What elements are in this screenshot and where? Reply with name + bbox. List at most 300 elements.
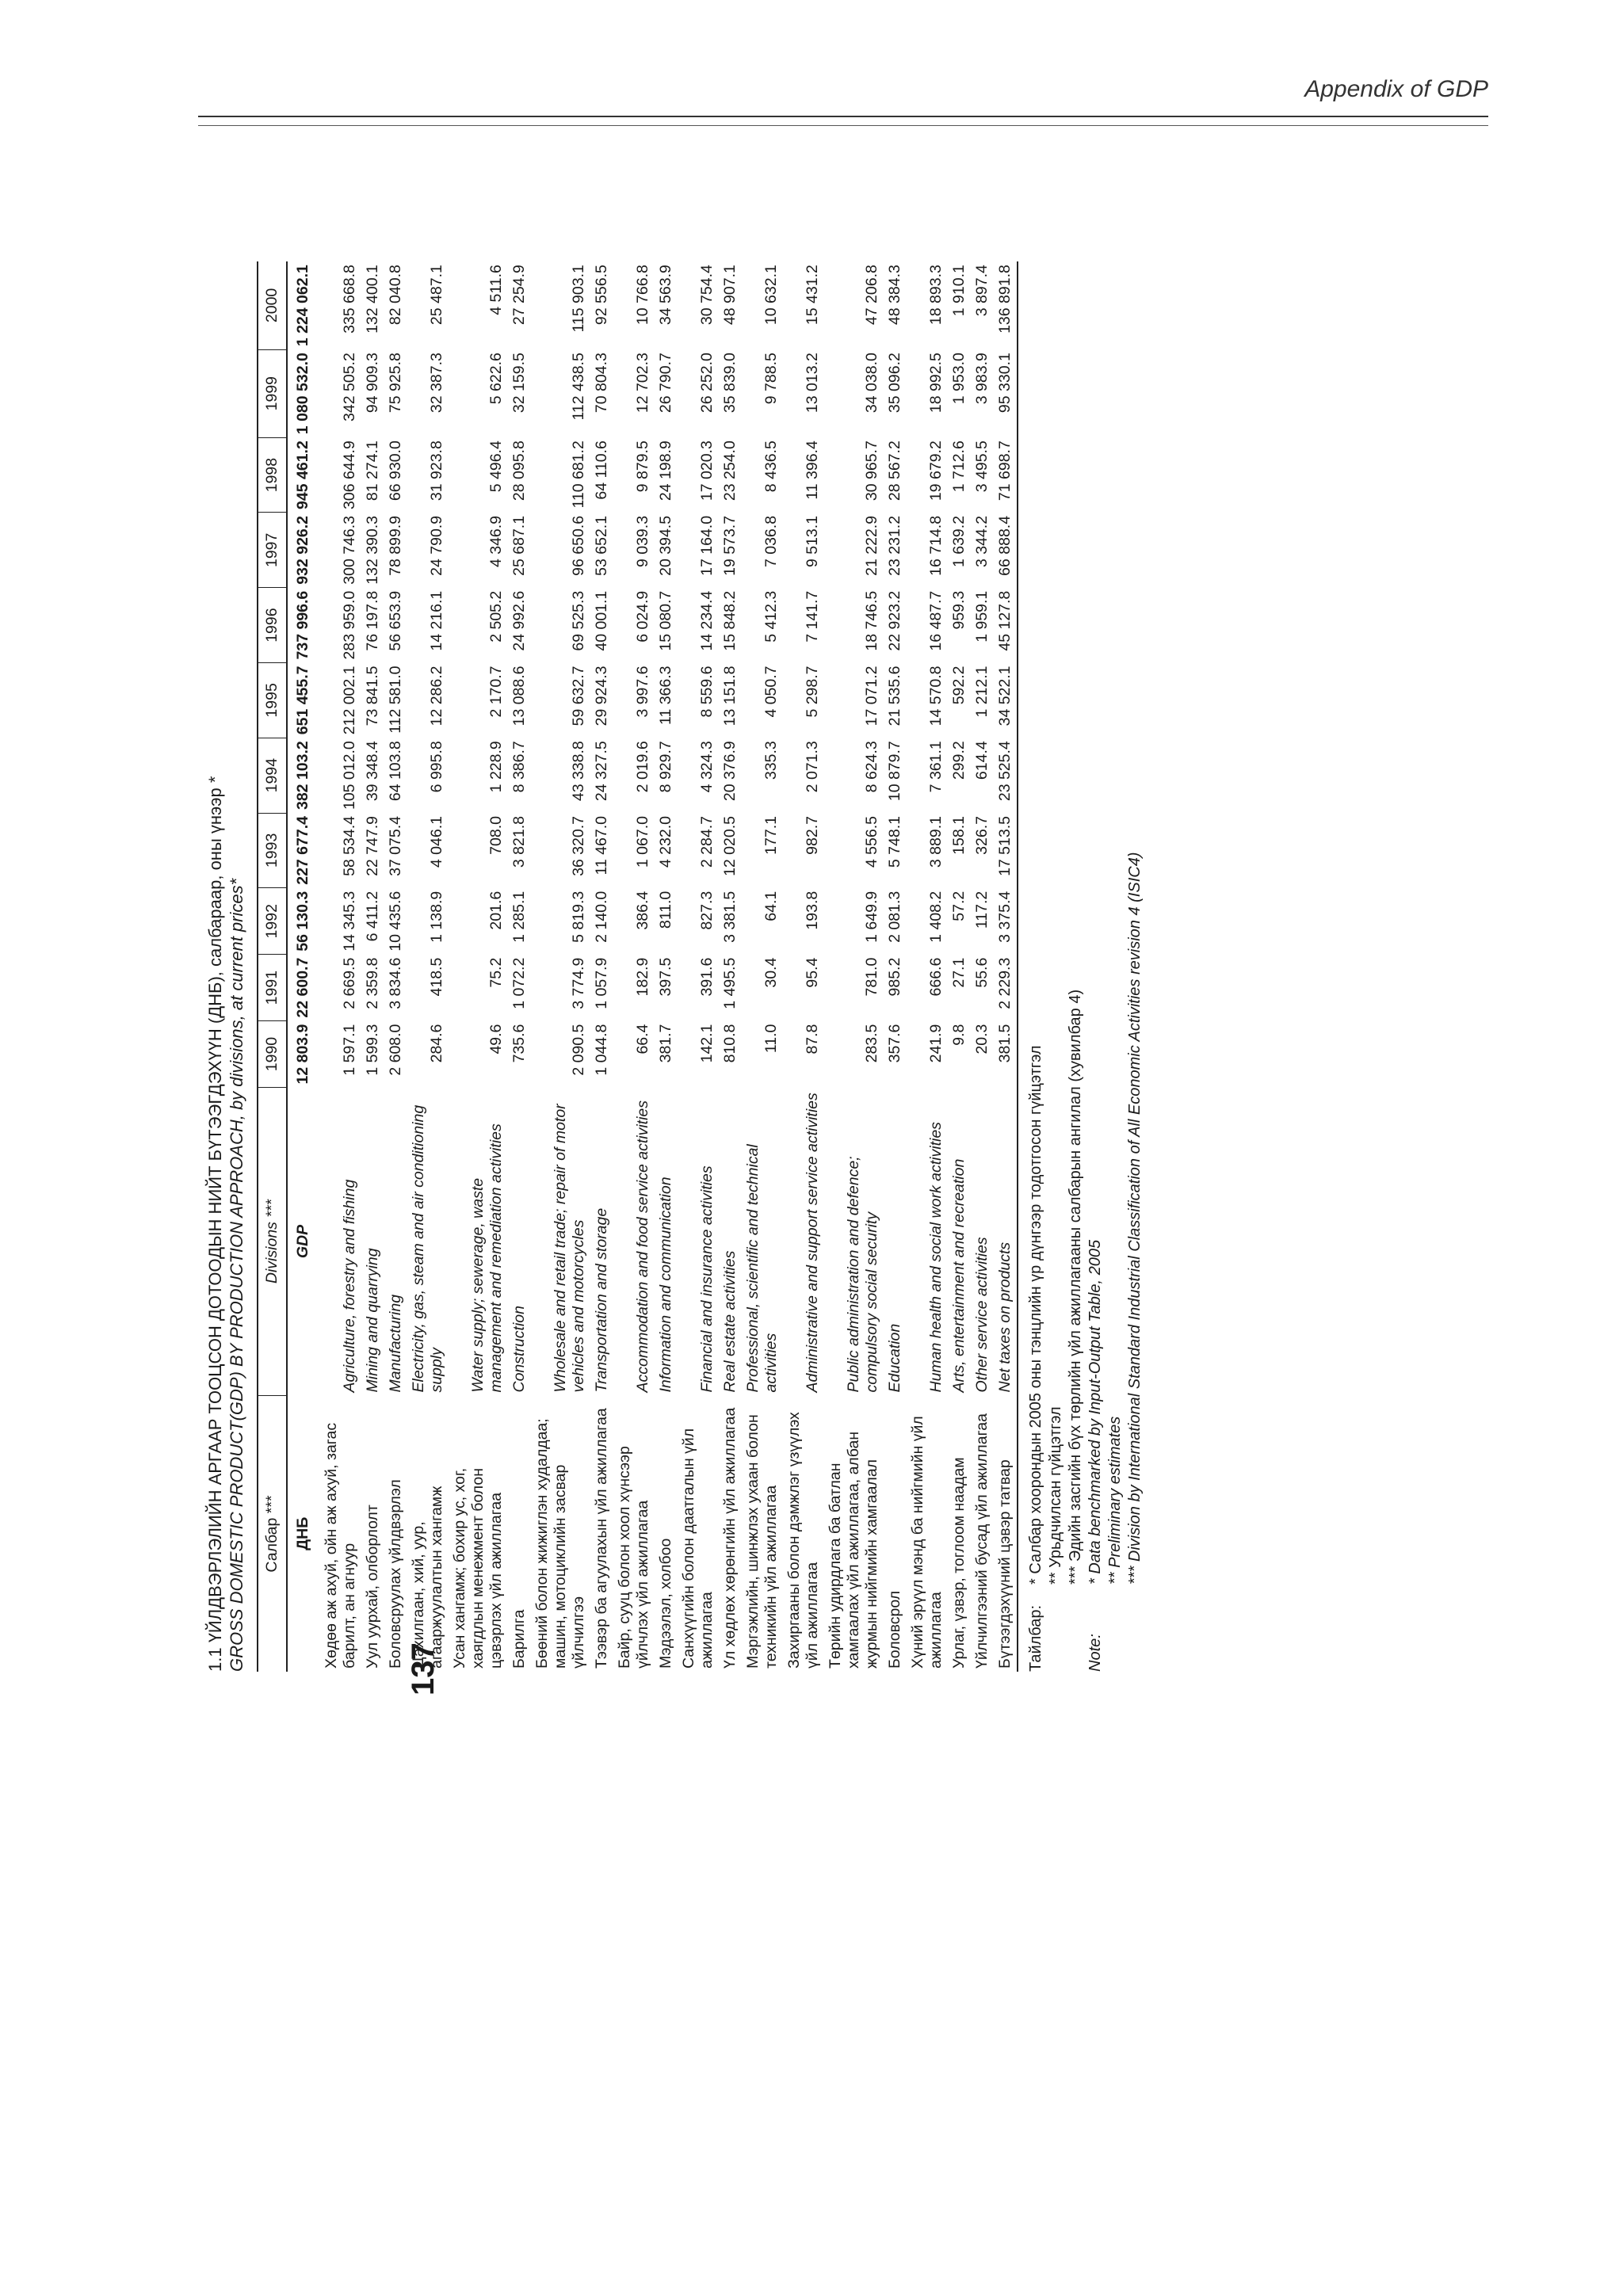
value-cell: 1 138.9 xyxy=(428,891,445,943)
value-cell: 651 455.7 xyxy=(294,666,311,735)
value-cell: 11.0 xyxy=(762,1024,780,1054)
division-name-en: Real estate activities xyxy=(721,1250,739,1393)
value-cell: 34 522.1 xyxy=(994,662,1018,738)
value-cell: 17 071.2 xyxy=(863,666,880,727)
value-cell: 36 320.7 xyxy=(570,816,587,876)
value-cell: 3 375.4 xyxy=(994,888,1018,955)
header-year: 1991 xyxy=(258,955,287,1021)
division-name-en: Arts, entertainment and recreation xyxy=(950,1158,968,1393)
value-cell: 708.0 xyxy=(487,816,505,855)
value-cell: 16 714.8 xyxy=(927,515,945,576)
sector-name-mn: Санхүүгийн болон даатгалын үйл ажиллагаа xyxy=(680,1428,716,1669)
value-cell: 827.3 xyxy=(698,891,716,930)
value-cell: 781.0 xyxy=(863,957,880,997)
value-cell: 16 487.7 xyxy=(927,590,945,651)
value-cell: 32 387.3 xyxy=(428,353,445,414)
value-cell: 1 712.6 xyxy=(950,441,968,493)
table-row xyxy=(449,261,508,1672)
value-cell: 3 997.6 xyxy=(634,666,651,718)
value-cell: 6 024.9 xyxy=(634,590,651,643)
division-name-en: Wholesale and retail trade; repair of motor vehicles and motorcycles xyxy=(552,1104,587,1393)
value-cell: 5 622.6 xyxy=(487,353,505,405)
division-name-en: Manufacturing xyxy=(387,1294,404,1393)
value-cell: 43 338.8 xyxy=(570,741,587,802)
value-cell: 10 879.7 xyxy=(886,741,903,802)
sector-name-mn: Бөөний болон жижиглэн худалдаа; машин, мотоциклийн засвар үйлчилгээ xyxy=(533,1418,587,1669)
division-name-en: Electricity, gas, steam and air conditioning supply xyxy=(410,1104,445,1393)
table-body xyxy=(287,261,1018,1672)
value-cell: 11 366.3 xyxy=(657,666,674,725)
header-rule-thin xyxy=(198,125,1488,126)
value-cell: 34 038.0 xyxy=(863,353,880,414)
header-year: 2000 xyxy=(258,261,287,349)
value-cell: 59 632.7 xyxy=(570,666,587,727)
note-text: ** Preliminary estimates xyxy=(1106,1416,1124,1585)
sector-name-mn: Төрийн удирдлага ба батлан хамгаалах үйл ажиллагаа, албан журмын нийгмийн хамгаалал xyxy=(827,1431,880,1669)
value-cell: 19 573.7 xyxy=(721,515,739,576)
value-cell: 18 893.3 xyxy=(927,265,945,326)
value-cell: 4 232.0 xyxy=(657,816,674,868)
value-cell: 34 563.9 xyxy=(657,265,674,326)
value-cell: 1 599.3 xyxy=(364,1024,381,1076)
value-cell: 3 344.2 xyxy=(973,515,991,568)
running-header: Appendix of GDP xyxy=(1304,76,1488,102)
value-cell: 9 788.5 xyxy=(762,353,780,405)
table-row xyxy=(407,261,449,1672)
value-cell: 2 505.2 xyxy=(487,590,505,643)
value-cell: 5 819.3 xyxy=(570,891,587,943)
table-row xyxy=(320,261,361,1672)
note-row xyxy=(1086,198,1106,1672)
value-cell: 7 361.1 xyxy=(927,741,945,793)
value-cell: 227 677.4 xyxy=(294,816,311,885)
value-cell: 283 959.0 xyxy=(341,590,358,660)
caption-mn: 1.1 ҮЙЛДВЭРЛЭЛИЙН АРГААР ТООЦСОН ДОТООДЫН НИЙТ БҮТЭЭГДЭХҮҮН (ДНБ), салбараар, оны үнээр * xyxy=(205,776,225,1672)
value-cell: 3 495.5 xyxy=(973,441,991,493)
value-cell: 1 953.0 xyxy=(950,353,968,405)
value-cell: 24 790.9 xyxy=(428,515,445,576)
value-cell: 95 330.1 xyxy=(994,349,1018,437)
value-cell: 1 910.1 xyxy=(950,265,968,317)
value-cell: 75.2 xyxy=(487,957,505,988)
value-cell: 142.1 xyxy=(698,1024,716,1063)
division-name-en: Net taxes on products xyxy=(994,1088,1018,1396)
value-cell: 66.4 xyxy=(634,1024,651,1055)
value-cell: 115 903.1 xyxy=(570,265,587,333)
value-cell: 810.8 xyxy=(721,1024,739,1063)
value-cell: 17 164.0 xyxy=(698,515,716,576)
value-cell: 132 400.1 xyxy=(364,265,381,334)
value-cell: 335 668.8 xyxy=(341,265,358,334)
value-cell: 13 151.8 xyxy=(721,666,739,727)
value-cell: 1 597.1 xyxy=(341,1024,358,1076)
value-cell: 58 534.4 xyxy=(341,816,358,876)
value-cell: 12 286.2 xyxy=(428,666,445,727)
value-cell: 2 669.5 xyxy=(341,957,358,1009)
sector-name-mn: Байр, сууц болон хоол хүнсээр үйлчлэх үйл ажиллагаа xyxy=(616,1446,651,1669)
note-spacer xyxy=(1106,1585,1125,1672)
value-cell: 8 436.5 xyxy=(762,441,780,493)
value-cell: 386.4 xyxy=(634,891,651,930)
value-cell: 105 012.0 xyxy=(341,741,358,810)
sector-name-mn: Захиргааны болон дэмжлэг үзүүлэх үйл ажиллагаа xyxy=(785,1412,821,1669)
value-cell: 18 746.5 xyxy=(863,590,880,651)
value-cell: 4 346.9 xyxy=(487,515,505,568)
value-cell: 2 284.7 xyxy=(698,816,716,868)
value-cell: 45 127.8 xyxy=(994,588,1018,663)
note-spacer xyxy=(1066,1585,1086,1672)
value-cell: 30 965.7 xyxy=(863,441,880,502)
value-cell: 1 212.1 xyxy=(973,666,991,718)
value-cell: 3 821.8 xyxy=(510,816,528,868)
value-cell: 2 140.0 xyxy=(593,891,610,943)
value-cell: 64.1 xyxy=(762,891,780,921)
table-row xyxy=(719,261,742,1672)
note-row xyxy=(1026,198,1046,1672)
note-text: *** Division by International Standard Industrial Classification of All Economic Activities revision 4 (ISIC4) xyxy=(1126,852,1144,1585)
note-text: *** Эдийн засгийн бүх төрлийн үйл ажиллагааны салбарын ангилал (хувилбар 4) xyxy=(1067,989,1084,1585)
value-cell: 932 926.2 xyxy=(294,515,311,585)
value-cell: 342 505.2 xyxy=(341,353,358,421)
value-cell: 335.3 xyxy=(762,741,780,780)
value-cell: 357.6 xyxy=(886,1024,903,1063)
value-cell: 57.2 xyxy=(950,891,968,921)
note-spacer xyxy=(1125,1585,1145,1672)
division-name-en: Public administration and defence; compulsory social security xyxy=(845,1156,880,1393)
header-year: 1992 xyxy=(258,888,287,955)
note-row xyxy=(1125,198,1145,1672)
header-division: Divisions *** xyxy=(258,1088,287,1396)
value-cell: 735.6 xyxy=(510,1024,528,1063)
header-year: 1996 xyxy=(258,588,287,663)
value-cell: 14 345.3 xyxy=(341,891,358,952)
value-cell: 1 080 532.0 xyxy=(294,353,311,435)
value-cell: 284.6 xyxy=(428,1024,445,1063)
value-cell: 2 229.3 xyxy=(994,955,1018,1021)
value-cell: 11 467.0 xyxy=(593,816,610,875)
value-cell: 381.7 xyxy=(657,1024,674,1063)
notes-label-en: Note: xyxy=(1086,1634,1104,1672)
value-cell: 22 923.2 xyxy=(886,590,903,651)
value-cell: 985.2 xyxy=(886,957,903,997)
value-cell: 241.9 xyxy=(927,1024,945,1063)
table-row xyxy=(783,261,824,1672)
value-cell: 94 909.3 xyxy=(364,353,381,414)
value-cell: 1 057.9 xyxy=(593,957,610,1009)
division-name-en: Construction xyxy=(510,1306,528,1393)
note-text: * Салбар хоорондын 2005 оны тэнцлийн үр дүнгээр тодотгосон гүйцэтгэл xyxy=(1027,1045,1044,1585)
table-row xyxy=(655,261,678,1672)
note-text: * Data benchmarked by Input-Output Table, 2005 xyxy=(1086,1239,1104,1585)
caption-en: GROSS DOMESTIC PRODUCT(GDP) BY PRODUCTION APPROACH, by divisions, at current prices* xyxy=(227,878,246,1672)
header-year: 1990 xyxy=(258,1021,287,1088)
value-cell: 737 996.6 xyxy=(294,590,311,660)
table-row xyxy=(907,261,948,1672)
value-cell: 28 095.8 xyxy=(510,441,528,502)
header-sector: Салбар *** xyxy=(258,1396,287,1672)
value-cell: 22 600.7 xyxy=(294,957,311,1018)
division-name-en: Mining and quarrying xyxy=(364,1248,381,1393)
value-cell: 66 930.0 xyxy=(387,441,404,502)
value-cell: 47 206.8 xyxy=(863,265,880,326)
division-name-en: Other service activities xyxy=(973,1237,991,1393)
value-cell: 14 570.8 xyxy=(927,666,945,727)
table-row xyxy=(824,261,884,1672)
notes xyxy=(1026,198,1145,1672)
value-cell: 39 348.4 xyxy=(364,741,381,802)
header-year: 1995 xyxy=(258,662,287,738)
value-cell: 14 234.4 xyxy=(698,590,716,651)
value-cell: 76 197.8 xyxy=(364,590,381,651)
value-cell: 1 285.1 xyxy=(510,891,528,943)
sector-name-mn: Боловсруулах үйлдвэрлэл xyxy=(387,1479,404,1669)
value-cell: 23 231.2 xyxy=(886,515,903,576)
value-cell: 24 992.6 xyxy=(510,590,528,651)
value-cell: 1 067.0 xyxy=(634,816,651,868)
value-cell: 7 036.8 xyxy=(762,515,780,568)
value-cell: 12 803.9 xyxy=(294,1024,311,1085)
value-cell: 3 774.9 xyxy=(570,957,587,1009)
sector-name-mn: Уул уурхай, олборлолт xyxy=(364,1505,381,1669)
value-cell: 2 090.5 xyxy=(570,1024,587,1076)
value-cell: 201.6 xyxy=(487,891,505,930)
value-cell: 69 525.3 xyxy=(570,590,587,651)
sector-name-mn: Үл хөдлөх хөрөнгийн үйл ажиллагаа xyxy=(721,1407,739,1669)
table-row xyxy=(508,261,531,1672)
value-cell: 13 088.6 xyxy=(510,666,528,727)
sector-name-mn: Хөдөө аж ахуй, ойн аж ахуй, загас барилт, ан агнуур xyxy=(323,1422,358,1669)
division-name-en: Professional, scientific and technical activities xyxy=(744,1144,780,1393)
value-cell: 2 359.8 xyxy=(364,957,381,1009)
table-row-total xyxy=(287,261,320,1672)
note-text: ** Урьдчилсан гүйцэтгэл xyxy=(1047,1406,1064,1585)
sector-name-mn: Тээвэр ба агуулахын үйл ажиллагаа xyxy=(593,1408,610,1669)
header-year: 1997 xyxy=(258,513,287,588)
value-cell: 21 222.9 xyxy=(863,515,880,576)
value-cell: 40 001.1 xyxy=(593,590,610,651)
value-cell: 24 198.9 xyxy=(657,441,674,502)
header-rule xyxy=(198,116,1488,117)
value-cell: 3 897.4 xyxy=(973,265,991,317)
value-cell: 299.2 xyxy=(950,741,968,780)
sector-name-mn: Үйлчилгээний бусад үйл ажиллагаа xyxy=(973,1413,991,1669)
header-year: 1998 xyxy=(258,437,287,513)
sector-name-mn: Бүтээгдэхүүний цэвэр татвар xyxy=(994,1396,1018,1672)
rotated-content xyxy=(204,198,1145,1672)
value-cell: 25 487.1 xyxy=(428,265,445,326)
value-cell: 10 766.8 xyxy=(634,265,651,326)
value-cell: 14 216.1 xyxy=(428,590,445,651)
value-cell: 6 995.8 xyxy=(428,741,445,793)
value-cell: 1 228.9 xyxy=(487,741,505,793)
value-cell: 110 681.2 xyxy=(570,441,587,509)
value-cell: 117.2 xyxy=(973,891,991,929)
table-header-row xyxy=(258,261,287,1672)
value-cell: 95.4 xyxy=(804,957,821,988)
value-cell: 3 889.1 xyxy=(927,816,945,868)
value-cell: 4 556.5 xyxy=(863,816,880,868)
value-cell: 18 992.5 xyxy=(927,353,945,414)
value-cell: 182.9 xyxy=(634,957,651,997)
value-cell: 17 020.3 xyxy=(698,441,716,502)
value-cell: 9 513.1 xyxy=(804,515,821,568)
value-cell: 1 408.2 xyxy=(927,891,945,943)
value-cell: 26 252.0 xyxy=(698,353,716,414)
value-cell: 53 652.1 xyxy=(593,515,610,576)
value-cell: 30.4 xyxy=(762,957,780,988)
value-cell: 75 925.8 xyxy=(387,353,404,414)
value-cell: 48 907.1 xyxy=(721,265,739,326)
value-cell: 20 394.5 xyxy=(657,515,674,576)
table-row xyxy=(884,261,907,1672)
header-year: 1994 xyxy=(258,738,287,813)
value-cell: 23 254.0 xyxy=(721,441,739,502)
notes-label-mn: Тайлбар: xyxy=(1027,1604,1044,1672)
value-cell: 4 511.6 xyxy=(487,265,505,315)
table-row xyxy=(948,261,971,1672)
value-cell: 1 072.2 xyxy=(510,957,528,1009)
value-cell: 614.4 xyxy=(973,741,991,780)
sector-name-mn: Хүний эрүүл мэнд ба нийгмийн үйл ажиллагаа xyxy=(909,1416,945,1669)
value-cell: 10 435.6 xyxy=(387,891,404,952)
value-cell: 982.7 xyxy=(804,816,821,855)
sector-name-mn: Барилга xyxy=(510,1609,528,1669)
value-cell: 306 644.9 xyxy=(341,441,358,509)
value-cell: 78 899.9 xyxy=(387,515,404,576)
value-cell: 418.5 xyxy=(428,957,445,997)
value-cell: 4 324.3 xyxy=(698,741,716,793)
value-cell: 66 888.4 xyxy=(994,513,1018,588)
value-cell: 96 650.6 xyxy=(570,515,587,576)
division-name-en: Education xyxy=(886,1323,903,1393)
value-cell: 15 431.2 xyxy=(804,265,821,326)
division-name-en: Accommodation and food service activities xyxy=(634,1100,651,1393)
value-cell: 20 376.9 xyxy=(721,741,739,802)
value-cell: 959.3 xyxy=(950,590,968,630)
value-cell: 56 653.9 xyxy=(387,590,404,651)
value-cell: 5 496.4 xyxy=(487,441,505,493)
sector-name-mn: Мэргэжлийн, шинжлэх ухаан болон техникийн үйл ажиллагаа xyxy=(744,1414,780,1669)
value-cell: 9 879.5 xyxy=(634,441,651,493)
table-row xyxy=(384,261,407,1672)
value-cell: 55.6 xyxy=(973,957,991,988)
value-cell: 71 698.7 xyxy=(994,437,1018,513)
value-cell: 381.5 xyxy=(994,1021,1018,1088)
value-cell: 82 040.8 xyxy=(387,265,404,326)
value-cell: 7 141.7 xyxy=(804,590,821,643)
header-year: 1993 xyxy=(258,813,287,888)
value-cell: 6 411.2 xyxy=(364,891,381,942)
value-cell: 158.1 xyxy=(950,816,968,855)
value-cell: 4 046.1 xyxy=(428,816,445,868)
table-row xyxy=(678,261,719,1672)
sector-name-mn: Боловсрол xyxy=(886,1590,903,1669)
sector-name-mn: Усан хангамж; бохир ус, хог, хаягдлын менежмент болон цэвэрлэх үйл ажиллагаа xyxy=(451,1467,505,1669)
page-number: 137 xyxy=(406,1642,441,1695)
value-cell: 27 254.9 xyxy=(510,265,528,326)
value-cell: 15 080.7 xyxy=(657,590,674,651)
value-cell: 112 581.0 xyxy=(387,666,404,734)
value-cell: 1 495.5 xyxy=(721,957,739,1009)
value-cell: 35 839.0 xyxy=(721,353,739,414)
table-row xyxy=(613,261,655,1672)
value-cell: 87.8 xyxy=(804,1024,821,1055)
value-cell: 3 983.9 xyxy=(973,353,991,405)
value-cell: 70 804.3 xyxy=(593,353,610,414)
value-cell: 2 019.6 xyxy=(634,741,651,793)
value-cell: 5 412.3 xyxy=(762,590,780,643)
note-spacer xyxy=(1046,1585,1066,1672)
value-cell: 19 679.2 xyxy=(927,441,945,502)
table-row xyxy=(361,261,384,1672)
value-cell: 2 170.7 xyxy=(487,666,505,718)
value-cell: 1 649.9 xyxy=(863,891,880,943)
value-cell: 22 747.9 xyxy=(364,816,381,876)
value-cell: 23 525.4 xyxy=(994,738,1018,813)
sector-name-mn: Цахилгаан, хий, уур, агааржуулалтын хангамж xyxy=(410,1486,445,1669)
value-cell: 177.1 xyxy=(762,816,780,855)
value-cell: 28 567.2 xyxy=(886,441,903,502)
division-name-en: Water supply; sewerage, waste management and remediation activities xyxy=(469,1123,505,1393)
value-cell: 811.0 xyxy=(657,891,674,929)
value-cell: 37 075.4 xyxy=(387,816,404,876)
value-cell: 300 746.3 xyxy=(341,515,358,585)
value-cell: 2 071.3 xyxy=(804,741,821,793)
division-name-en: Human health and social work activities xyxy=(927,1122,945,1393)
value-cell: 12 702.3 xyxy=(634,353,651,414)
value-cell: 193.8 xyxy=(804,891,821,930)
table-caption xyxy=(204,198,247,1672)
value-cell: 24 327.5 xyxy=(593,741,610,802)
note-row xyxy=(1106,198,1125,1672)
value-cell: 397.5 xyxy=(657,957,674,997)
note-row xyxy=(1066,198,1086,1672)
value-cell: 48 384.3 xyxy=(886,265,903,326)
value-cell: 56 130.3 xyxy=(294,891,311,952)
value-cell: 11 396.4 xyxy=(804,441,821,500)
value-cell: 212 002.1 xyxy=(341,666,358,735)
gdp-table xyxy=(257,261,1018,1672)
value-cell: 5 748.1 xyxy=(886,816,903,868)
value-cell: 112 438.5 xyxy=(570,353,587,421)
value-cell: 10 632.1 xyxy=(762,265,780,326)
division-name-en: Agriculture, forestry and fishing xyxy=(341,1179,358,1393)
value-cell: 20.3 xyxy=(973,1024,991,1055)
value-cell: 4 050.7 xyxy=(762,666,780,718)
note-row xyxy=(1046,198,1066,1672)
value-cell: 12 020.5 xyxy=(721,816,739,876)
value-cell: 32 159.5 xyxy=(510,353,528,414)
division-name-en: Transportation and storage xyxy=(593,1207,610,1393)
value-cell: 8 559.6 xyxy=(698,666,716,718)
value-cell: 945 461.2 xyxy=(294,441,311,509)
value-cell: 382 103.2 xyxy=(294,741,311,810)
value-cell: 283.5 xyxy=(863,1024,880,1063)
table-row xyxy=(742,261,783,1672)
value-cell: 81 274.1 xyxy=(364,441,381,502)
value-cell: 8 386.7 xyxy=(510,741,528,793)
division-name-en: Information and communication xyxy=(657,1177,674,1393)
value-cell: 31 923.8 xyxy=(428,441,445,502)
table-row xyxy=(531,261,590,1672)
division-name-en: GDP xyxy=(294,1224,311,1259)
value-cell: 2 081.3 xyxy=(886,891,903,943)
value-cell: 5 298.7 xyxy=(804,666,821,718)
value-cell: 9 039.3 xyxy=(634,515,651,568)
value-cell: 92 556.5 xyxy=(593,265,610,326)
value-cell: 9.8 xyxy=(950,1024,968,1046)
value-cell: 17 513.5 xyxy=(994,813,1018,888)
